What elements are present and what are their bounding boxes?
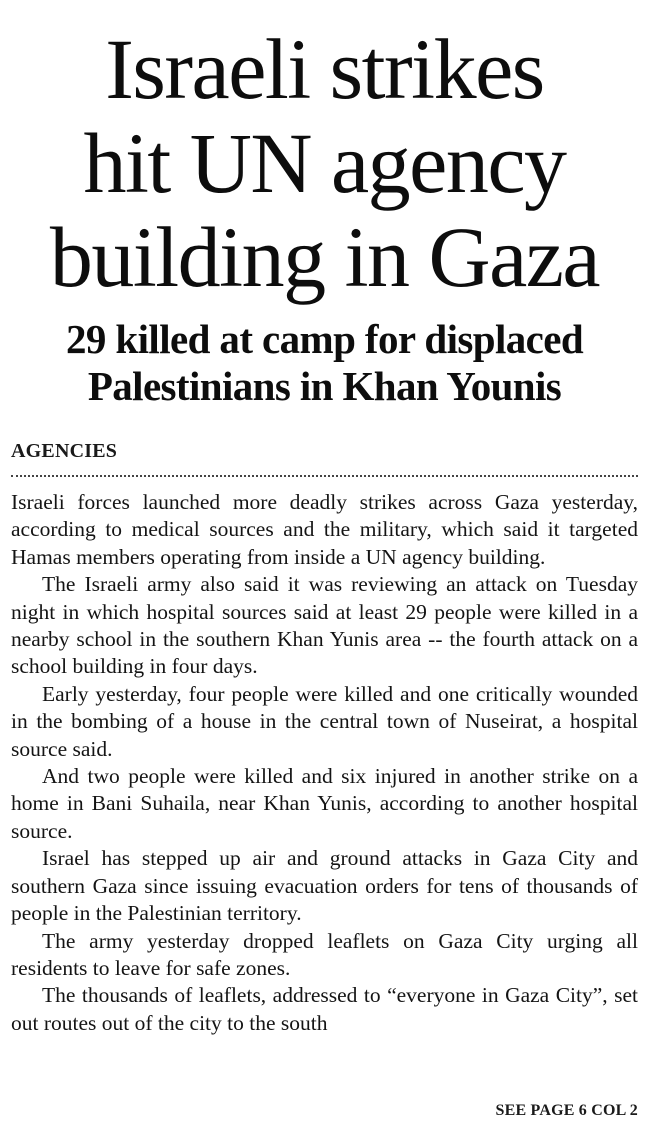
headline-line-2: hit UN agency [83, 115, 566, 211]
continuation-note: SEE PAGE 6 COL 2 [495, 1102, 638, 1119]
body-paragraph: The Israeli army also said it was reviewing an attack on Tuesday night in which hospital sources said at least 29 people were killed in a nearby school in the southern Khan Yunis area -- the fourth attack on a school building in four days. [11, 572, 638, 679]
body-paragraph: Early yesterday, four people were killed and one critically wounded in the bombing of a house in the central town of Nuseirat, a hospital source said. [11, 681, 638, 761]
byline: AGENCIES [11, 440, 118, 462]
subheadline-line-2: Palestinians in Khan Younis [87, 363, 562, 409]
body-paragraph: Israeli forces launched more deadly strikes across Gaza yesterday, according to medical sources and the military, which said it targeted Hamas members operating from inside a UN agency building. [11, 490, 638, 569]
body-paragraph: The thousands of leaflets, addressed to “everyone in Gaza City”, set out routes out of the city to the south [11, 983, 638, 1035]
headline-line-3: building in Gaza [49, 209, 600, 305]
body-paragraph: The army yesterday dropped leaflets on Gaza City urging all residents to leave for safe zones. [11, 928, 638, 980]
headline [0, 22, 649, 304]
article-body [11, 489, 638, 1037]
subheadline [0, 316, 649, 410]
subheadline-line-1: 29 killed at camp for displaced [65, 316, 584, 362]
headline-line-1: Israeli strikes [105, 21, 544, 117]
body-paragraph: And two people were killed and six injured in another strike on a home in Bani Suhaila, near Khan Yunis, according to another hospital source. [11, 764, 638, 843]
dotted-divider [11, 475, 638, 477]
body-paragraph: Israel has stepped up air and ground attacks in Gaza City and southern Gaza since issuing evacuation orders for tens of thousands of people in the Palestinian territory. [11, 846, 638, 926]
